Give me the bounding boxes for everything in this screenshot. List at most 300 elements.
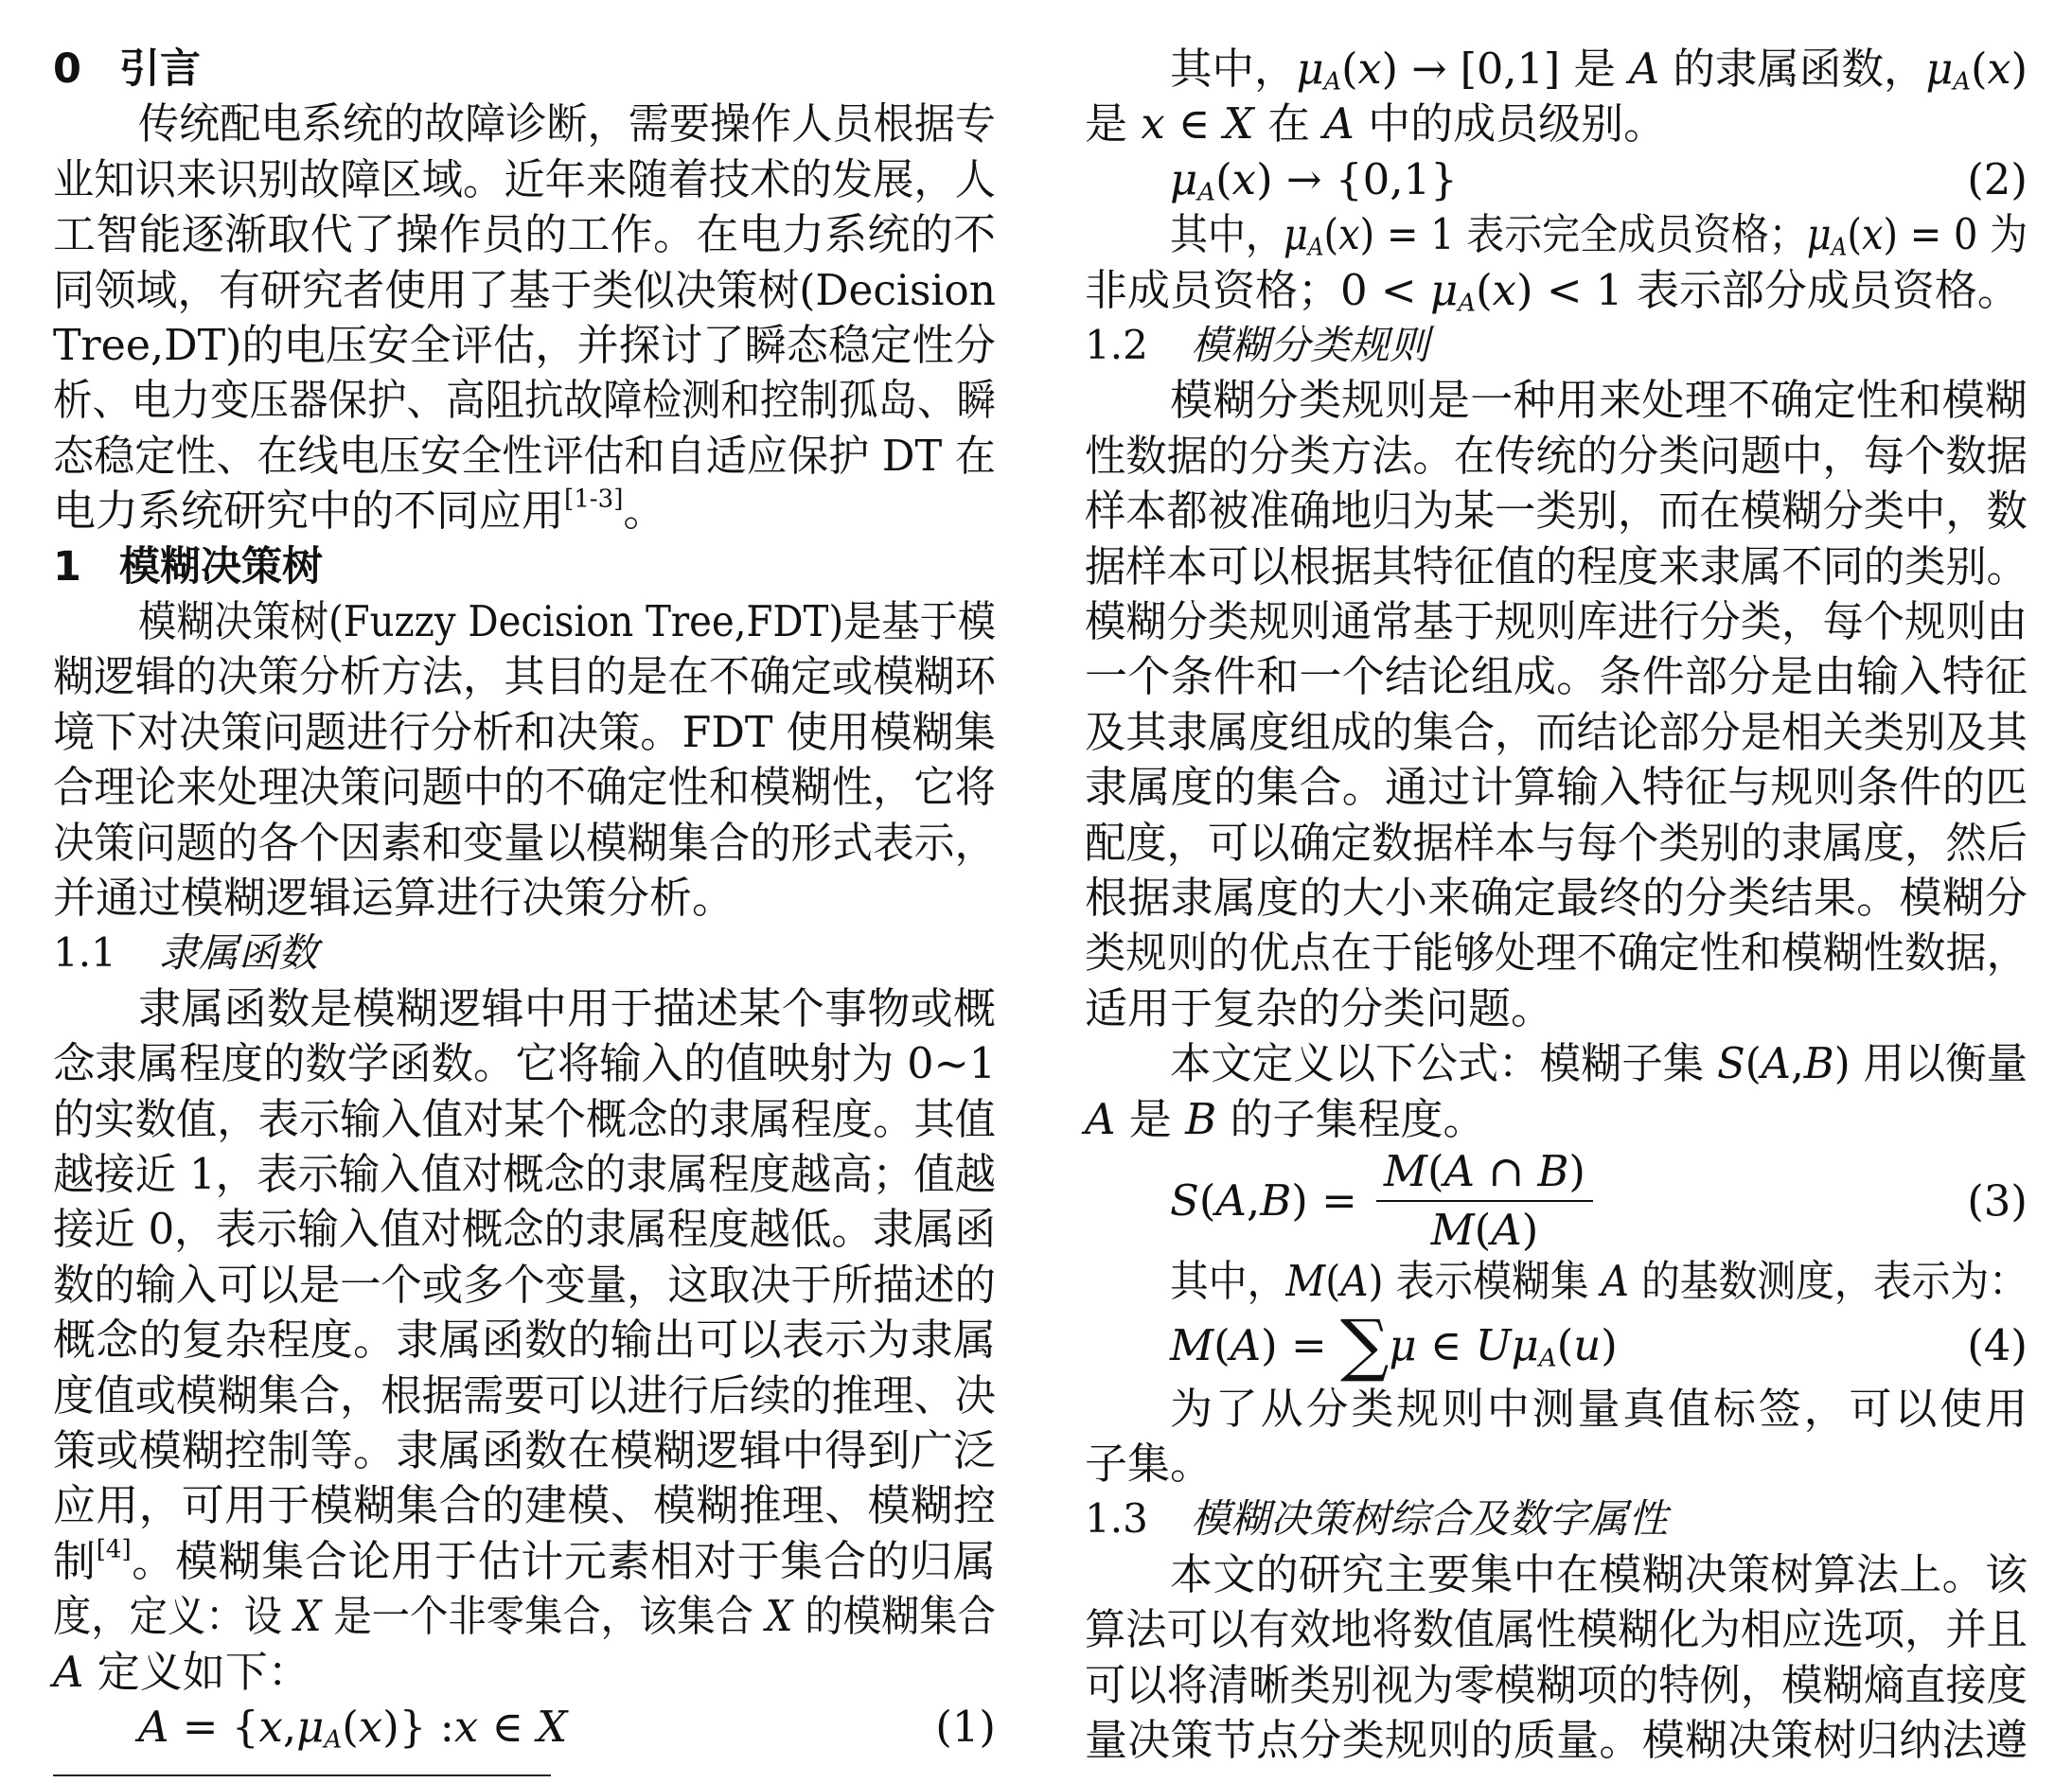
math-variable: μ [1429,264,1459,315]
line-text [53,318,996,373]
line-text [53,816,996,871]
math-variable: A [1601,1256,1629,1307]
text-run: 本文的研究主要集中在模糊决策树算法上。该 [1170,1548,2028,1599]
text-run: ) → [0,1] 是 [1381,44,1630,94]
text-run: 的子集程度。 [1216,1093,1486,1144]
math-subscript: A [1323,67,1342,97]
text-line [53,1534,996,1589]
citation-superscript: [1-3] [564,485,624,514]
line-text [1085,539,2028,594]
math-variable: M [1383,1145,1427,1196]
line-text [1085,926,2028,980]
text-run: 合理论来处理决策问题中的不确定性和模糊性，它将 [53,762,996,813]
line-text [53,1478,996,1533]
text-line [1085,1547,2028,1602]
line-text [53,1036,996,1091]
summation-symbol: ∑ [1340,1304,1390,1385]
line-text [1085,760,2028,815]
line-text [53,1534,996,1589]
text-run: ) < 1 表示部分成员资格。 [1516,264,2020,315]
text-run: ) [1601,1319,1618,1370]
text-run: ( [1426,1145,1444,1196]
text-line [1085,429,2028,484]
math-subscript: A [324,1725,343,1755]
subsection-heading [1085,1492,2028,1546]
text-run: 电力系统研究中的不同应用 [53,485,565,537]
subsection-title: 模糊决策树综合及数字属性 [1191,1495,1669,1543]
paragraph [1085,1382,2028,1492]
line-text [1170,1547,2028,1602]
text-line [53,1258,996,1313]
text-run: 业知识来识别故障区域。近年来随着技术的发展，人 [53,153,996,204]
math-subscript: A [1458,289,1477,318]
equation [53,1700,996,1755]
text-run: 中的成员级别。 [1354,98,1667,150]
math-variable: M [1430,1204,1475,1255]
equation [1085,1147,2028,1254]
line-text [1085,1713,2028,1768]
text-run: 量决策节点分类规则的质量。模糊决策树归纳法遵 [1085,1715,2028,1765]
math-variable: B [1260,1174,1292,1226]
line-text [1085,263,2020,318]
equation-body [1170,1147,1593,1254]
paragraph [1085,373,2028,1036]
paragraph [1085,42,2028,152]
equation [1085,1304,2028,1385]
text-line [53,484,996,538]
math-subscript: A [1538,1344,1557,1373]
line-text [1085,1658,2028,1713]
math-variable: A [1491,1204,1522,1255]
text-run: 子集。 [1085,1439,1213,1489]
text-line [53,1036,996,1091]
text-run: 制 [53,1535,97,1586]
section-title: 模糊决策树 [119,542,323,591]
math-variable: μ [296,1702,325,1752]
math-subscript: A [1831,233,1848,262]
line-text [53,1313,996,1368]
line-text [53,429,996,484]
text-line [1085,484,2028,538]
text-run: ) = 0 为 [1883,209,2028,260]
text-line [53,1589,996,1644]
text-run: 概念的复杂程度。隶属函数的输出可以表示为隶属 [53,1315,996,1366]
text-run: 的隶属函数， [1659,44,1926,94]
line-text [53,1258,996,1313]
text-run: 模糊分类规则是一种用来处理不确定性和模糊 [1170,375,2028,426]
math-variable: A [1443,1145,1475,1196]
line-text [53,1092,996,1147]
text-line [1085,42,2028,97]
line-text [1170,1254,2028,1309]
text-line [53,816,996,871]
text-run: 并通过模糊逻辑运算进行决策分析。 [53,873,735,923]
text-run: , [282,1702,297,1752]
text-line [1085,373,2028,428]
text-line [1085,1602,2028,1657]
text-line [1085,1092,2028,1147]
math-variable: x [1987,44,2011,94]
text-line [53,1368,996,1423]
line-text [53,1202,996,1257]
subsection-title: 模糊分类规则 [1191,322,1430,368]
text-run: 及其隶属度组成的集合，而结论部分是相关类别及其 [1085,706,2028,757]
equation-body [1170,1304,1618,1385]
line-text [53,207,996,262]
text-run: = { [168,1702,259,1752]
text-run: , [1790,1038,1804,1089]
text-line [1085,263,2028,318]
text-run: ∈ [1164,98,1224,150]
text-run: ( [1744,1038,1762,1089]
text-run: ∈ [1416,1319,1476,1370]
section-title: 引言 [119,45,201,93]
math-variable: X [293,1591,322,1642]
equation [1085,152,2028,207]
text-run: ( [1198,1174,1216,1226]
line-text [1085,649,2028,704]
text-run: ) 用以衡量 [1833,1038,2028,1089]
text-run: 类规则的优点在于能够处理不确定性和模糊性数据， [1085,927,2028,979]
text-run: 为了从分类规则中测量真值标签，可以使用 [1170,1383,2028,1434]
text-run: ( [1213,1319,1231,1370]
text-run: 态稳定性、在线电压安全性评估和自适应保护 DT 在 [53,430,997,481]
left-column [53,0,996,1783]
math-variable: u [1573,1319,1602,1370]
line-text [1085,871,2028,926]
text-run: 析、电力变压器保护、高阻抗故障检测和控制孤岛、瞬 [53,375,996,426]
line-text [1085,705,2028,760]
text-run: 念隶属程度的数学函数。它将输入的值映射为 0~1 [53,1038,996,1089]
text-line [1085,871,2028,926]
text-run: 糊逻辑的决策分析方法，其目的是在不确定或模糊环 [53,651,996,702]
equation-number: (3) [1967,1175,2028,1227]
text-line [1085,816,2028,871]
text-run: 度，定义：设 [53,1591,294,1642]
line-text [1085,1092,1486,1147]
section-number: 0 [53,45,81,93]
text-line [53,1478,996,1533]
line-text [1170,373,2028,428]
text-run: 应用，可用于模糊集合的建模、模糊推理、模糊控 [53,1480,996,1531]
line-text [53,484,665,538]
subsection-number: 1.1 [53,929,116,977]
text-run: ( [1341,44,1358,94]
equation-number: (2) [1967,153,2028,204]
math-variable: x [358,1702,383,1752]
math-variable: x [1338,209,1360,260]
text-run: 一个条件和一个结论组成。条件部分是由输入特征 [1085,651,2028,702]
line-text [53,649,996,704]
text-run: , [1246,1174,1261,1226]
line-text [53,705,996,760]
math-subscript: A [1197,178,1216,207]
text-run: 样本都被准确地归为某一类别，而在模糊分类中，数 [1085,485,2028,537]
line-text [1170,207,2028,262]
line-text [1085,816,2028,871]
math-variable: x [1231,153,1257,204]
text-line [53,1423,996,1478]
text-run: 决策问题的各个因素和变量以模糊集合的形式表示， [53,817,996,868]
math-variable: S [1716,1038,1745,1089]
text-run: ∩ [1475,1145,1538,1196]
math-variable: M [1285,1256,1326,1307]
math-variable: U [1475,1319,1512,1370]
line-text [53,1423,996,1478]
line-text [1085,484,2028,538]
text-run: 其中， [1170,44,1297,94]
text-run: 的基数测度，表示为： [1628,1256,2028,1307]
text-run: 根据隶属度的大小来确定最终的分类结果。模糊分 [1085,872,2028,923]
text-line [53,97,996,151]
text-run: 同领域，有研究者使用了基于类似决策树(Decision [53,264,996,315]
line-text [138,97,996,151]
text-line [53,318,996,373]
text-line [1085,981,2028,1036]
text-run: 是 [1115,1093,1186,1144]
line-text [53,152,996,207]
line-text [138,981,996,1036]
math-variable: x [1141,98,1165,150]
text-run: 。模糊集合论用于估计元素相对于集合的归属 [131,1535,996,1586]
fraction [1376,1147,1593,1255]
text-run: ) 表示模糊集 [1368,1256,1602,1307]
text-run: 据样本可以根据其特征值的程度来隶属不同的类别。 [1085,540,2028,591]
text-line [53,760,996,815]
math-variable: μ [1283,209,1308,260]
text-line [53,981,996,1036]
text-line [1085,1382,2028,1437]
math-variable: μ [1925,44,1954,94]
math-variable: S [1170,1174,1199,1226]
fraction-denominator [1424,1206,1547,1255]
text-run: ( [1847,209,1862,260]
math-variable: B [1537,1145,1569,1196]
text-line [53,1645,996,1700]
text-line [1085,207,2028,262]
text-run: 模糊分类规则通常基于规则库进行分类，每个规则由 [1085,595,2028,646]
math-variable: A [138,1702,169,1752]
subsection-number: 1.2 [1085,322,1148,368]
text-run: ( [1215,153,1232,204]
text-run: 数的输入可以是一个或多个变量，这取决于所描述的 [53,1259,996,1310]
text-line [1085,594,2028,649]
line-text [1085,594,2028,649]
text-line [53,1313,996,1368]
text-run: 算法可以有效地将数值属性模糊化为相应选项，并且 [1085,1604,2028,1655]
fraction-bar [1376,1200,1593,1202]
text-run: 隶属函数是模糊逻辑中用于描述某个事物或概 [138,982,996,1033]
paragraph [53,594,996,926]
text-run: ( [1476,264,1493,315]
text-line [1085,1036,2028,1091]
text-run: 其中， [1170,209,1284,260]
fraction-numerator [1376,1147,1593,1196]
text-line [53,705,996,760]
subsection-heading [1085,318,2028,373]
math-variable: X [537,1702,568,1752]
equation-body [1170,152,1458,207]
text-line [1085,1437,2028,1492]
text-run: 传统配电系统的故障诊断，需要操作人员根据专 [138,98,996,150]
text-line [1085,760,2028,815]
text-line [53,1147,996,1202]
math-variable: x [1861,209,1884,260]
equation-body [138,1700,567,1755]
text-run: ( [1474,1204,1492,1255]
math-variable: A [1215,1174,1247,1226]
math-variable: A [1629,44,1660,94]
line-text [1085,1602,2028,1657]
text-run: 模糊决策树(Fuzzy Decision Tree,FDT)是基于模 [138,596,996,646]
text-run: ∈ [478,1702,538,1752]
text-run: 隶属度的集合。通过计算输入特征与规则条件的匹 [1085,762,2028,813]
subsection-title: 隶属函数 [159,929,319,977]
text-run: ( [1556,1319,1574,1370]
text-run: 是 [1085,98,1142,150]
math-variable: A [1323,98,1355,150]
text-run: ) [1521,1204,1539,1255]
line-text [53,760,996,815]
equation-number: (1) [935,1702,996,1752]
text-line [53,429,996,484]
section-number: 1 [53,542,81,591]
text-line [53,152,996,207]
paragraph [1085,1547,2028,1769]
math-variable: A [1230,1319,1262,1370]
line-text [1170,42,2028,97]
subsection-heading [53,926,996,980]
math-variable: μ [1296,44,1324,94]
text-line [53,373,996,428]
line-text [53,373,996,428]
math-variable: M [1170,1319,1214,1370]
right-column [1085,0,2028,1783]
text-line [1085,926,2028,980]
section-heading [53,539,996,594]
text-run: 适用于复杂的分类问题。 [1085,982,1554,1033]
text-run: ) [2010,44,2028,94]
paragraph [1085,207,2028,318]
text-line [53,649,996,704]
text-run: 定义如下： [83,1646,310,1697]
math-variable: X [765,1591,793,1642]
math-variable: B [1185,1093,1217,1144]
text-run: )} : [382,1702,454,1752]
text-run: 非成员资格；0 < [1085,264,1430,315]
line-text [138,594,996,649]
math-variable: x [1357,44,1382,94]
text-line [53,1092,996,1147]
text-run: ) = [1261,1319,1341,1370]
text-run: 策或模糊控制等。隶属函数在模糊逻辑中得到广泛 [53,1424,996,1475]
paragraph [53,97,996,538]
math-variable: μ [1511,1319,1539,1370]
text-run: 境下对决策问题进行分析和决策。FDT 使用模糊集 [53,706,997,757]
math-subscript: A [1307,233,1324,262]
text-line [53,871,996,926]
math-variable: x [258,1702,283,1752]
paragraph [1085,1036,2028,1147]
text-run: ( [1971,44,1988,94]
citation-superscript: [4] [96,1535,132,1564]
text-run: ( [1323,209,1339,260]
text-run: 越接近 1，表示输入值对概念的隶属程度越高；值越 [53,1148,996,1199]
text-run: ) [1568,1145,1585,1196]
line-text [53,1645,310,1700]
line-text [1085,1437,1213,1492]
text-run: 接近 0，表示输入值对概念的隶属程度越低。隶属函 [53,1204,996,1255]
line-text [1085,97,1666,151]
text-run: 是一个非零集合，该集合 [321,1591,766,1642]
math-variable: A [1761,1038,1791,1089]
text-line [1085,1713,2028,1768]
text-line [1085,1658,2028,1713]
text-line [1085,649,2028,704]
text-run: ) = [1291,1174,1357,1226]
line-text [1085,429,2028,484]
line-text [53,871,735,926]
text-run: ) = 1 表示完全成员资格； [1359,209,1807,260]
footnote-divider [53,1774,551,1776]
text-run: 配度，可以确定数据样本与每个类别的隶属度，然后 [1085,817,2028,868]
text-run: 可以将清晰类别视为零模糊项的特例，模糊熵直接度 [1085,1659,2028,1710]
text-line [53,594,996,649]
text-line [53,207,996,262]
text-line [1085,539,2028,594]
line-text [53,263,996,318]
line-text [1170,1036,2028,1091]
text-run: 在 [1253,98,1324,150]
line-text [53,1147,996,1202]
math-variable: x [453,1702,479,1752]
math-variable: μ [1170,153,1198,204]
paragraph [1085,1254,2028,1309]
text-line [1085,705,2028,760]
line-text [1085,981,1553,1036]
equation-number: (4) [1967,1319,2028,1370]
text-run: 其中， [1170,1256,1286,1307]
math-variable: A [53,1646,84,1697]
math-variable: μ [1806,209,1832,260]
text-run: 度值或模糊集合，根据需要可以进行后续的推理、决 [53,1369,996,1421]
math-variable: X [1223,98,1254,150]
text-run: 工智能逐渐取代了操作员的工作。在电力系统的不 [53,209,996,260]
text-run: ( [1325,1256,1341,1307]
section-heading [53,42,996,97]
equation-lhs [1170,1175,1357,1227]
math-variable: B [1803,1038,1834,1089]
text-run: 。 [623,485,666,537]
text-run: 的模糊集合 [792,1591,996,1642]
line-text [1170,1382,2028,1437]
text-line [53,263,996,318]
line-text [53,1368,996,1423]
text-line [53,1202,996,1257]
text-run: ) → {0,1} [1256,153,1458,204]
line-text [53,1589,996,1644]
math-variable: x [1492,264,1517,315]
text-line [1085,97,2028,151]
math-subscript: A [1953,67,1972,97]
text-run: 本文定义以下公式：模糊子集 [1170,1038,1717,1089]
math-variable: A [1085,1093,1116,1144]
subsection-number: 1.3 [1085,1495,1148,1543]
text-run: 性数据的分类方法。在传统的分类问题中，每个数据 [1085,430,2028,481]
text-line [1085,1254,2028,1309]
text-run: ( [342,1702,359,1752]
text-run: Tree,DT)的电压安全评估，并探讨了瞬态稳定性分 [53,319,997,370]
